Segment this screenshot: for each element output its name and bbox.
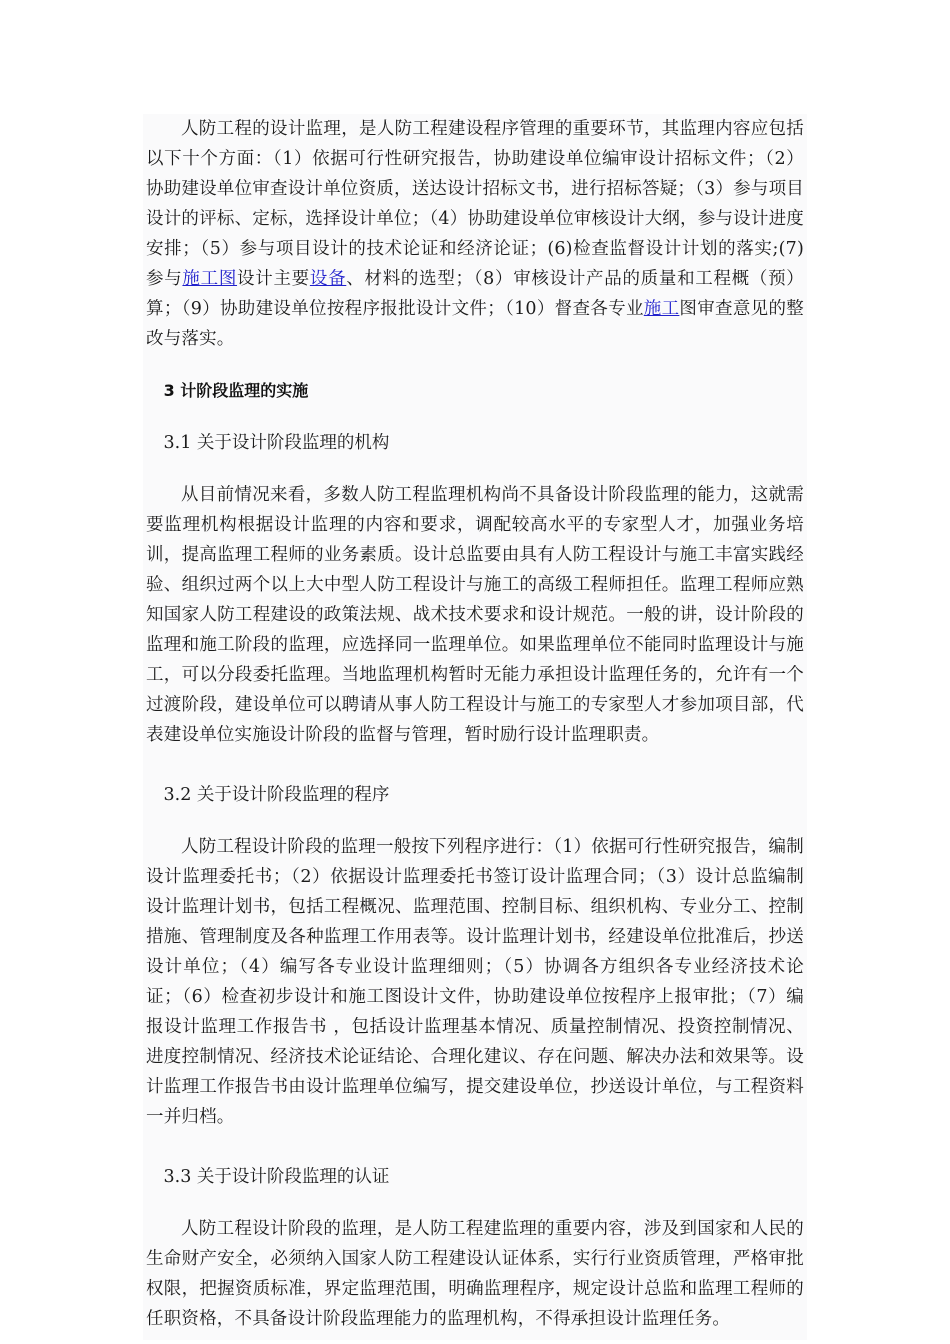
intro-paragraph xyxy=(143,114,807,354)
section-heading-3: 3 计阶段监理的实施 xyxy=(163,381,309,400)
intro-text-part-1: 人防工程的设计监理，是人防工程建设程序管理的重要环节，其监理内容应包括以下十个方面：（1）依据可行性研究报告，协助建设单位编审设计招标文件；（2）协助建设单位审查设计单位资质，送达设计招标文书，进行招标答疑；（3）参与项目设计的评标、定标，选择设计单位；（4）协助建设单位审核设计大纲，参与设计进度安排；（5）参与项目设计的技术论证和经济论证；(6)检查监督设计计划的落实;(7)参与 xyxy=(146,119,804,289)
spacer xyxy=(143,810,807,832)
spacer xyxy=(143,750,807,780)
paragraph-3-3-body: 人防工程设计阶段的监理，是人防工程建监理的重要内容，涉及到国家和人民的生命财产安全，必须纳入国家人防工程建设认证体系，实行行业资质管理，严格审批权限，把握资质标准，界定监理范围，明确监理程序，规定设计总监和监理工程师的任职资格，不具备设计阶段监理能力的监理机构，不得承担设计监理任务。 xyxy=(146,1219,804,1329)
paragraph-3-2-body: 人防工程设计阶段的监理一般按下列程序进行：（1）依据可行性研究报告，编制设计监理委托书；（2）依据设计监理委托书签订设计监理合同；（3）设计总监编制设计监理计划书，包括工程概况、监理范围、控制目标、组织机构、专业分工、控制措施、管理制度及各种监理工作用表等。设计监理计划书，经建设单位批准后，抄送设计单位；（4）编写各专业设计监理细则；（5）协调各方组织各专业经济技术论证；（6）检查初步设计和施工图设计文件，协助建设单位按程序上报审批；（7）编报设计监理工作报告书 ，包括设计监理基本情况、质量控制情况、投资控制情况、进度控制情况、经济技术论证结论、合理化建议、存在问题、解决办法和效果等。设计监理工作报告书由设计监理单位编写，提交建设单位，抄送设计单位，与工程资料一并归档。 xyxy=(146,837,804,1127)
link-shigong-2[interactable]: 施工 xyxy=(643,299,680,319)
spacer xyxy=(143,354,807,376)
link-shigongtu-1[interactable]: 施工图 xyxy=(182,269,238,289)
spacer xyxy=(143,1192,807,1214)
subsection-heading-3-1: 3.1 关于设计阶段监理的机构 xyxy=(163,433,390,453)
paragraph-3-1-body: 从目前情况来看，多数人防工程监理机构尚不具备设计阶段监理的能力，这就需要监理机构根据设计监理的内容和要求，调配较高水平的专家型人才，加强业务培训，提高监理工程师的业务素质。设计总监要由具有人防工程设计与施工丰富实践经验、组织过两个以上大中型人防工程设计与施工的高级工程师担任。监理工程师应熟知国家人防工程建设的政策法规、战术技术要求和设计规范。一般的讲，设计阶段的监理和施工阶段的监理，应选择同一监理单位。如果监理单位不能同时监理设计与施工，可以分段委托监理。当地监理机构暂时无能力承担设计监理任务的，允许有一个过渡阶段，建设单位可以聘请从事人防工程设计与施工的专家型人才参加项目部，代表建设单位实施设计阶段的监督与管理，暂时励行设计监理职责。 xyxy=(146,485,804,745)
article-body xyxy=(143,114,807,1340)
link-shebei[interactable]: 设备 xyxy=(309,269,347,289)
intro-text-part-3: 、材料的选型；（8）审核设计产品的质量和工程概（预）算；（9）协助建设单位按程序报批设计文件；（10）督查各专业 xyxy=(146,269,804,319)
spacer xyxy=(143,406,807,428)
subsection-heading-3-2: 3.2 关于设计阶段监理的程序 xyxy=(163,785,390,805)
subsection-heading-3-3: 3.3 关于设计阶段监理的认证 xyxy=(163,1167,390,1187)
spacer xyxy=(143,458,807,480)
intro-text-part-4: 图审查意见的整改与落实。 xyxy=(146,299,805,349)
spacer xyxy=(143,1132,807,1162)
intro-text-part-2: 设计主要 xyxy=(237,269,310,289)
